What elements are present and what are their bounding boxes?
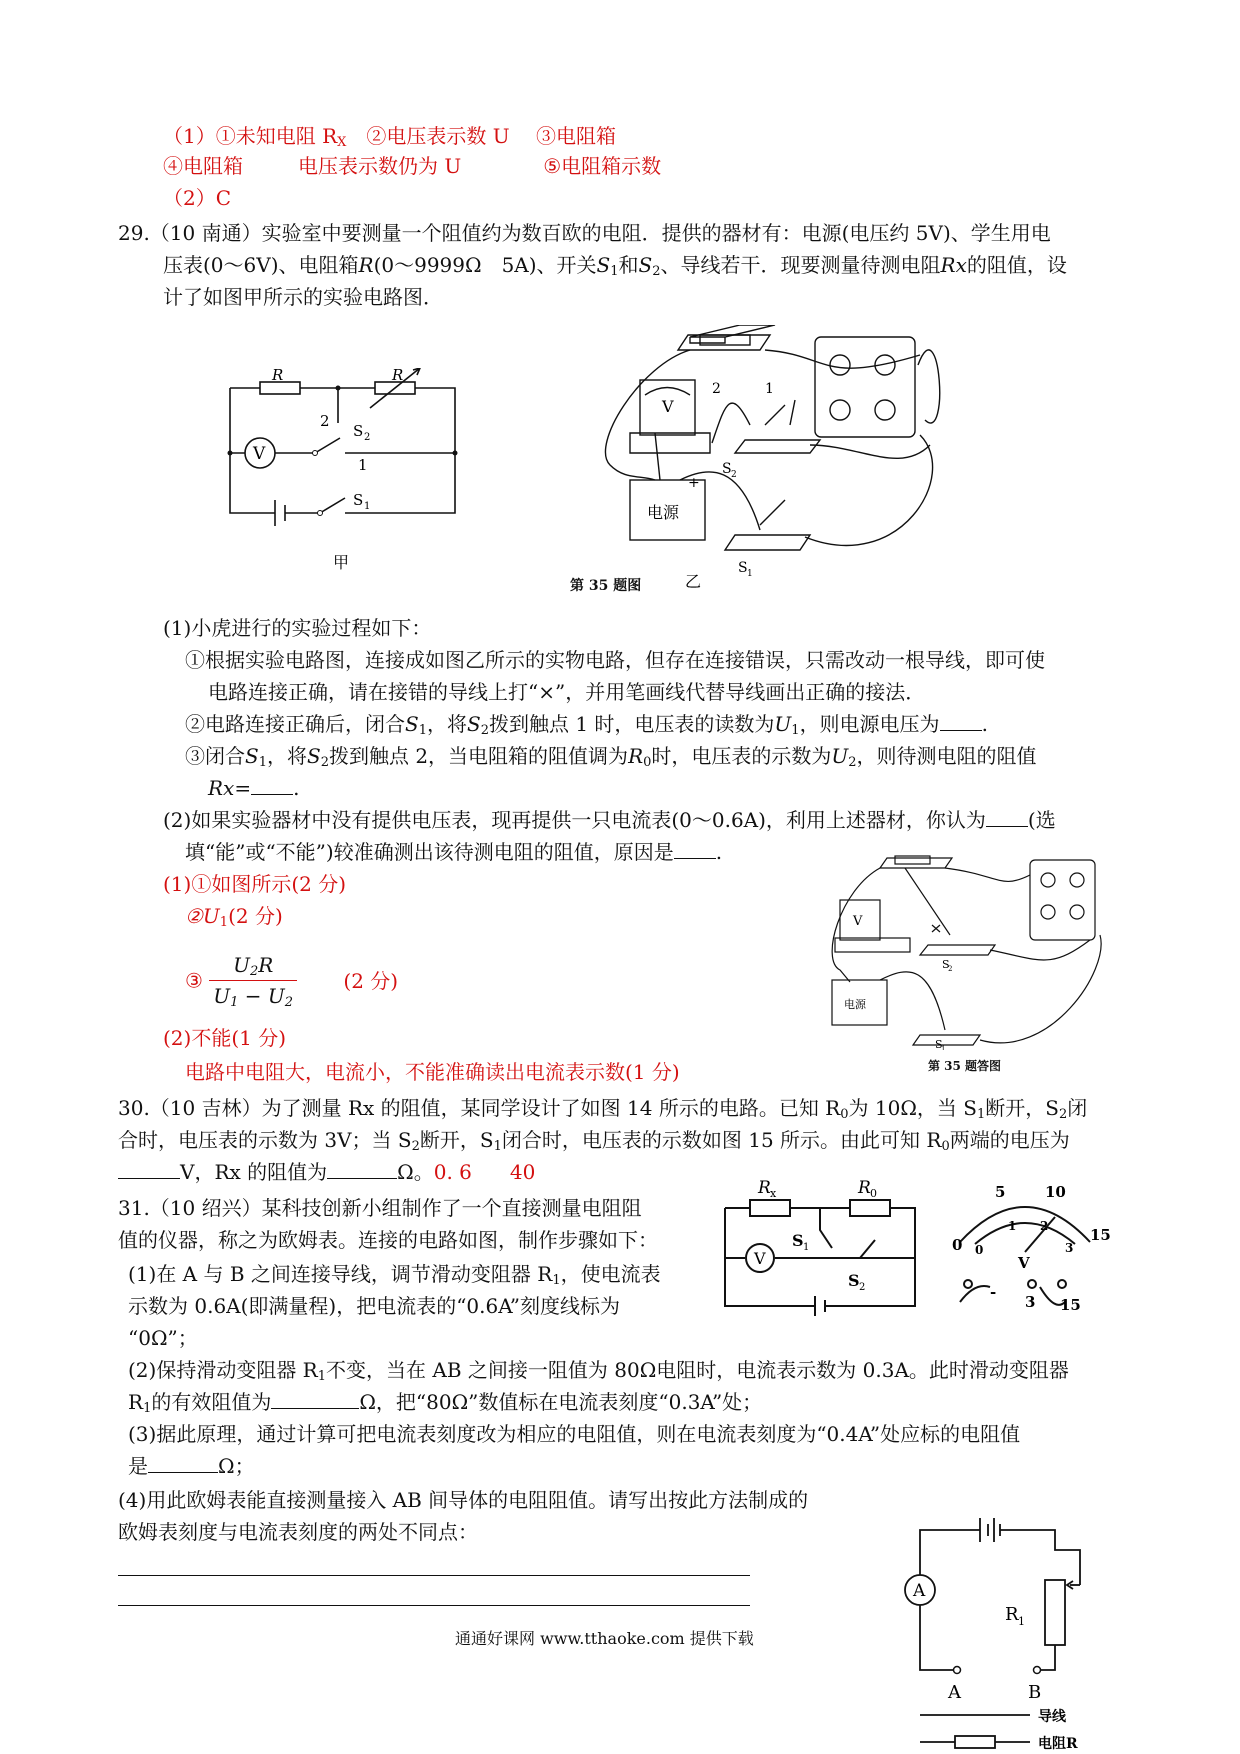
q29-p1: (1)小虎进行的实验过程如下： <box>163 616 432 640</box>
q29-p3f: Rx= . <box>208 776 300 800</box>
yi-label: 乙 <box>685 572 702 591</box>
q29-line-1: 29.（10 南通）实验室中要测量一个阻值约为数百欧的电阻．提供的器材有：电源(电压约 5V)、学生用电 <box>118 221 1051 245</box>
legend-resistor: 电阻R <box>1038 1736 1078 1750</box>
q31-line-10: (4)用此欧姆表能直接测量接入 AB 间导体的电阻阻值。请写出按此方法制成的 <box>118 1488 809 1512</box>
svg-text:-: - <box>990 1283 997 1301</box>
svg-text:2: 2 <box>731 470 737 480</box>
svg-text:1: 1 <box>941 1045 946 1050</box>
q31-line-5: “0Ω”； <box>128 1326 198 1350</box>
legend-wire: 导线 <box>1038 1709 1066 1725</box>
yi-voltmeter-label: V <box>662 397 674 416</box>
ohm-terminal-b: B <box>1028 1682 1042 1703</box>
ans-fig-s2: S <box>942 958 950 971</box>
jia-contact-1: 1 <box>358 456 368 474</box>
svg-text:V: V <box>1018 1254 1030 1272</box>
q29-p1b: 电路连接正确，请在接错的导线上打“×”，并用笔画线代替导线画出正确的接法． <box>208 680 926 704</box>
svg-text:x: x <box>770 1187 777 1200</box>
q29-p4: (2)如果实验器材中没有提供电压表，现再提供一只电流表(0～0.6A)，利用上述器材，你认为 (选 <box>163 808 1056 832</box>
fig14-s2: S <box>848 1271 860 1290</box>
q31-line-11: 欧姆表刻度与电流表刻度的两处不同点： <box>118 1520 478 1544</box>
svg-text:1: 1 <box>765 381 774 397</box>
page-footer: 通通好课网 www.tthaoke.com 提供下载 <box>455 1629 754 1648</box>
jia-caption: 甲 <box>333 553 350 572</box>
fig14-s1: S <box>792 1231 804 1250</box>
svg-text:2: 2 <box>712 381 721 397</box>
fig14-v: V <box>754 1249 766 1268</box>
answer-line-1 <box>118 1575 750 1576</box>
jia-r-label: R <box>392 368 404 384</box>
q29-p2: ②电路连接正确后，闭合$S_1$，将$S_2$拨到触点 1 时，电压表的读数为$U_1$，则电源电压为 . <box>185 712 988 738</box>
svg-text:1: 1 <box>747 569 753 579</box>
ans-fig-power: 电源 <box>844 998 866 1011</box>
yi-power-label: 电源 <box>647 503 680 522</box>
q29-answer-1: (1)①如图所示(2 分) <box>163 872 347 896</box>
jia-contact-2: 2 <box>320 412 330 430</box>
figure-15-voltmeter <box>940 1162 1120 1322</box>
ohm-r1-label: R <box>1005 1604 1019 1625</box>
q29-answer-5: 电路中电阻大，电流小，不能准确读出电流表示数(1 分) <box>185 1060 680 1084</box>
svg-text:2: 2 <box>1040 1219 1049 1233</box>
svg-text:1: 1 <box>803 1242 810 1253</box>
q30-line-3: V，Rx 的阻值为 Ω。0. 6 40 <box>118 1158 535 1186</box>
q31-line-3: (1)在 A 与 B 之间连接导线，调节滑动变阻器 $R_1$，使电流表 <box>128 1262 661 1288</box>
answer-figure <box>820 850 1120 1050</box>
q29-answer-3: ③ $\frac{U_2R}{U_1 - U_2}$ (2 分) <box>185 950 398 1011</box>
q30-answer-2: 40 <box>509 1160 536 1184</box>
prev-answer-line-1: （1）①未知电阻 $R_X$ ②电压表示数 U ③电阻箱 <box>163 124 616 150</box>
jia-v-label: V <box>253 444 266 464</box>
q29-p3: ③闭合$S_1$，将$S_2$拨到触点 2，当电阻箱的阻值调为$R_0$时，电压表的示数为$U_2$，则待测电阻的阻值 <box>185 744 1037 770</box>
svg-text:15: 15 <box>1090 1226 1111 1244</box>
svg-text:0: 0 <box>870 1187 877 1200</box>
yi-s1-label: S <box>738 560 748 576</box>
ans-fig-s1: S <box>935 1038 943 1050</box>
svg-text:1: 1 <box>1018 1615 1025 1628</box>
q29-line-2: 压表(0～6V)、电阻箱R(0～9999Ω 5A)、开关$S_1$和$S_2$、导线若干．现要测量待测电阻Rx的阻值，设 <box>163 253 1067 279</box>
q31-line-6: (2)保持滑动变阻器 $R_1$不变，当在 AB 之间接一阻值为 80Ω电阻时，电流表示数为 0.3A。此时滑动变阻器 <box>128 1358 1069 1384</box>
q30-line-2: 合时，电压表的示数为 3V；当 $S_2$断开，$S_1$闭合时，电压表的示数如图 15 所示。由此可知 $R_0$两端的电压为 <box>118 1128 1070 1154</box>
answer-line-2 <box>118 1605 750 1606</box>
q30-answer-1: 0. 6 <box>433 1160 472 1184</box>
ohm-terminal-a: A <box>948 1682 961 1703</box>
jia-s2-label: S <box>353 422 364 440</box>
ohmmeter-circuit <box>885 1480 1085 1750</box>
svg-text:2: 2 <box>859 1282 866 1293</box>
svg-text:0: 0 <box>952 1236 963 1254</box>
svg-text:+: + <box>688 475 700 491</box>
yi-s2-label: S <box>722 461 732 477</box>
q31-line-4: 示数为 0.6A(即满量程)，把电流表的“0.6A”刻度线标为 <box>128 1294 620 1318</box>
svg-text:2: 2 <box>948 965 953 973</box>
q31-line-1: 31.（10 绍兴）某科技创新小组制作了一个直接测量电阻阻 <box>118 1196 642 1220</box>
circuit-diagram-jia <box>220 368 470 583</box>
q31-line-8: (3)据此原理，通过计算可把电流表刻度改为相应的电阻值，则在电流表刻度为“0.4A”处应标的电阻值 <box>128 1422 1021 1446</box>
jia-rx-label: R <box>272 368 284 384</box>
prev-answer-line-2: ④电阻箱 电压表示数仍为 U ⑤电阻箱示数 <box>163 154 662 178</box>
svg-text:A: A <box>913 1581 926 1601</box>
q29-p1a: ①根据实验电路图，连接成如图乙所示的实物电路，但存在连接错误，只需改动一根导线，即可使 <box>185 648 1045 672</box>
svg-text:15: 15 <box>1060 1296 1081 1314</box>
q31-line-2: 值的仪器，称之为欧姆表。连接的电路如图，制作步骤如下： <box>118 1228 658 1252</box>
jia-s1-label: S <box>353 491 364 509</box>
fig14-rx: R <box>758 1178 771 1198</box>
prev-answer-line-3: （2）C <box>163 186 232 210</box>
svg-text:V: V <box>853 914 863 929</box>
q29-answer-4: (2)不能(1 分) <box>163 1026 287 1050</box>
fig-35-answer-caption: 第 35 题答图 <box>928 1059 1002 1073</box>
svg-text:0: 0 <box>975 1243 984 1257</box>
svg-text:3: 3 <box>1025 1293 1036 1311</box>
q29-answer-2: $②U_1(2$ 分) <box>185 904 283 930</box>
svg-text:1: 1 <box>1008 1219 1017 1233</box>
q31-line-9: 是 Ω； <box>128 1454 255 1478</box>
q29-line-3: 计了如图甲所示的实验电路图． <box>163 285 443 309</box>
physical-circuit-yi <box>600 325 1040 605</box>
figure-14-circuit <box>720 1168 920 1318</box>
q31-line-7: $R_1$的有效阻值为 Ω，把“80Ω”数值标在电流表刻度“0.3A”处； <box>128 1390 763 1416</box>
svg-text:10: 10 <box>1045 1183 1066 1201</box>
svg-text:2: 2 <box>364 432 371 443</box>
fig14-r0: R <box>858 1178 871 1198</box>
fig-35-caption: 第 35 题图 <box>570 578 642 594</box>
svg-text:3: 3 <box>1065 1241 1074 1255</box>
svg-text:5: 5 <box>995 1183 1006 1201</box>
svg-text:1: 1 <box>364 501 371 512</box>
q29-p4c: 填“能”或“不能”)较准确测出该待测电阻的阻值，原因是 . <box>185 840 723 864</box>
q30-line-1: 30.（10 吉林）为了测量 Rx 的阻值，某同学设计了如图 14 所示的电路。已知 $R_0$为 10Ω，当 $S_1$断开，$S_2$闭 <box>118 1096 1088 1122</box>
